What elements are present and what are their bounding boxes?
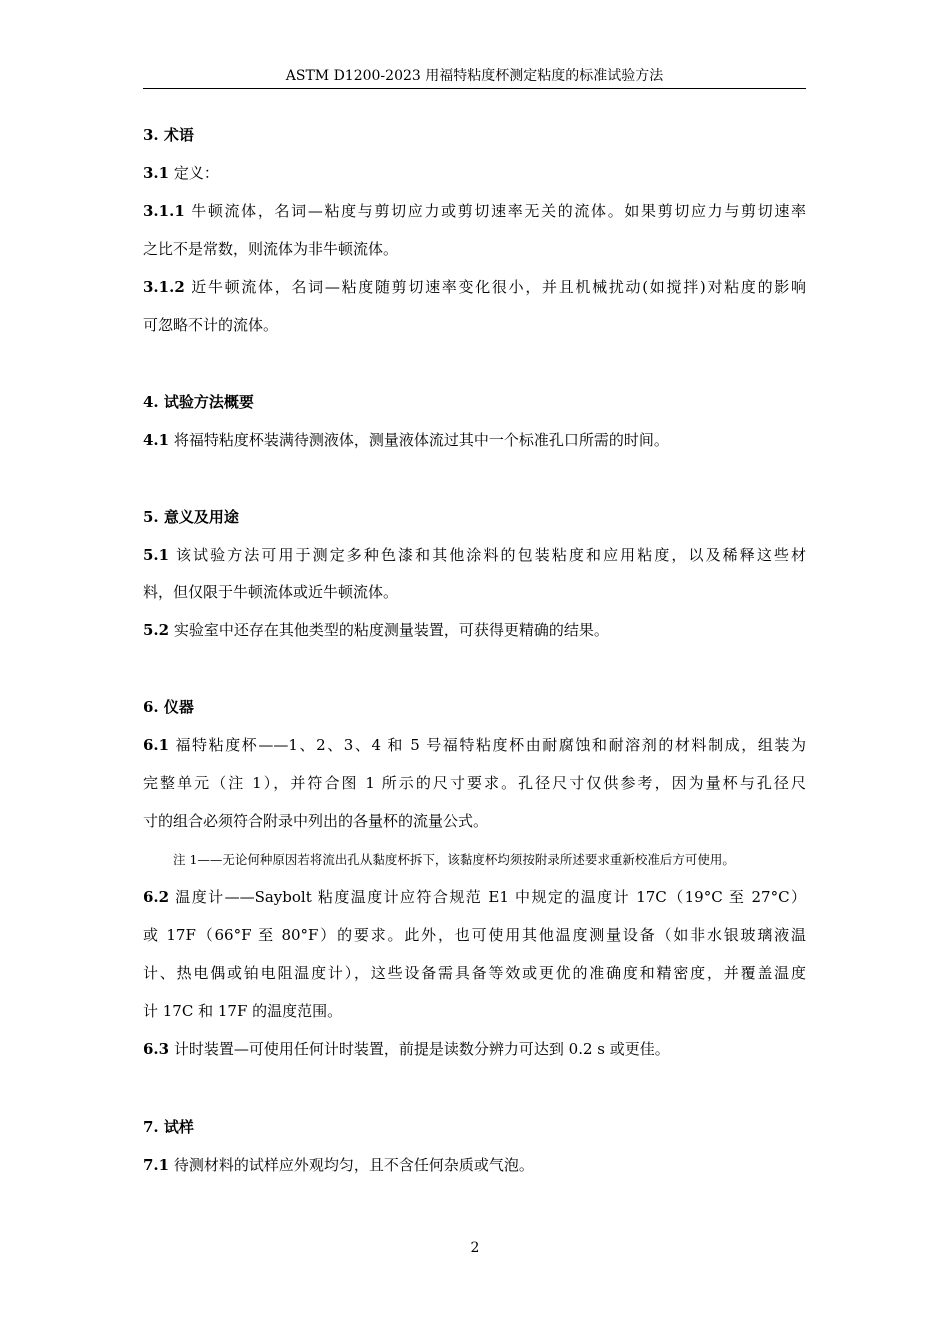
- note-1: 注 1——无论何种原因若将流出孔从黏度杯拆下，该黏度杯均须按附录所述要求重新校准后方可使用。: [173, 852, 735, 867]
- paragraph-3-1-1-line-2: 之比不是常数，则流体为非牛顿流体。: [143, 240, 399, 258]
- clause-number: 5.2: [143, 621, 170, 639]
- clause-number: 4.1: [143, 431, 170, 449]
- paragraph-6-3: [143, 1039, 806, 1059]
- section-7-heading: 7. 试样: [143, 1118, 194, 1136]
- paragraph-6-2-line-4: 计 17C 和 17F 的温度范围。: [143, 1002, 343, 1020]
- clause-text: 该试验方法可用于测定多种色漆和其他涂料的包装粘度和应用粘度，以及稀释这些材: [169, 546, 806, 564]
- clause-text: 待测材料的试样应外观均匀，且不含任何杂质或气泡。: [169, 1156, 534, 1174]
- paragraph-6-2-line-3: 计、热电偶或铂电阻温度计），这些设备需具备等效或更优的准确度和精密度，并覆盖温度: [143, 964, 806, 982]
- section-5-heading: 5. 意义及用途: [143, 508, 239, 526]
- section-6-heading: 6. 仪器: [143, 698, 194, 716]
- clause-text: 将福特粘度杯装满待测液体，测量液体流过其中一个标准孔口所需的时间。: [169, 431, 669, 449]
- paragraph-4-1: [143, 430, 806, 450]
- clause-number: 3.1.1: [143, 202, 185, 220]
- paragraph-6-2-line-2: 或 17F（66°F 至 80°F）的要求。此外，也可使用其他温度测量设备（如非水银玻璃液温: [143, 926, 806, 944]
- paragraph-3-1-1-line-1: [143, 201, 806, 221]
- paragraph-6-2-line-1: [143, 887, 806, 907]
- clause-text: 计时装置—可使用任何计时装置，前提是读数分辨力可达到 0.2 s 或更佳。: [169, 1040, 670, 1058]
- page-header: [143, 66, 806, 89]
- paragraph-5-2: [143, 620, 806, 640]
- clause-text: 近牛顿流体，名词—粘度随剪切速率变化很小，并且机械扰动(如搅拌)对粘度的影响: [184, 278, 806, 296]
- clause-number: 6.3: [143, 1040, 170, 1058]
- clause-number: 7.1: [143, 1156, 170, 1174]
- header-title: ASTM D1200-2023 用福特粘度杯测定粘度的标准试验方法: [285, 68, 664, 84]
- section-3-heading: 3. 术语: [143, 126, 194, 144]
- clause-number: 5.1: [143, 546, 170, 564]
- paragraph-6-1-line-2: 完整单元（注 1），并符合图 1 所示的尺寸要求。孔径尺寸仅供参考，因为量杯与孔径尺: [143, 774, 806, 792]
- paragraph-5-1-line-1: [143, 545, 806, 565]
- clause-number: 3.1.2: [143, 278, 185, 296]
- clause-number: 3.1: [143, 164, 170, 182]
- paragraph-7-1: [143, 1155, 806, 1175]
- clause-text: 牛顿流体，名词—粘度与剪切应力或剪切速率无关的流体。如果剪切应力与剪切速率: [184, 202, 806, 220]
- clause-text: 定义：: [169, 164, 219, 182]
- clause-text: 温度计——Saybolt 粘度温度计应符合规范 E1 中规定的温度计 17C（19°C 至 27°C）: [169, 888, 806, 906]
- paragraph-5-1-line-2: 料，但仅限于牛顿流体或近牛顿流体。: [143, 583, 399, 601]
- section-4-heading: 4. 试验方法概要: [143, 393, 254, 411]
- paragraph-3-1-2-line-1: [143, 277, 806, 297]
- clause-text: 福特粘度杯——1、2、3、4 和 5 号福特粘度杯由耐腐蚀和耐溶剂的材料制成，组装为: [169, 736, 806, 754]
- clause-number: 6.1: [143, 736, 170, 754]
- paragraph-3-1-2-line-2: 可忽略不计的流体。: [143, 316, 279, 334]
- paragraph-3-1: [143, 163, 806, 183]
- paragraph-6-1-line-1: [143, 735, 806, 755]
- page-number: 2: [470, 1240, 480, 1256]
- paragraph-6-1-line-3: 寸的组合必须符合附录中列出的各量杯的流量公式。: [143, 812, 489, 830]
- clause-text: 实验室中还存在其他类型的粘度测量装置，可获得更精确的结果。: [169, 621, 609, 639]
- clause-number: 6.2: [143, 888, 170, 906]
